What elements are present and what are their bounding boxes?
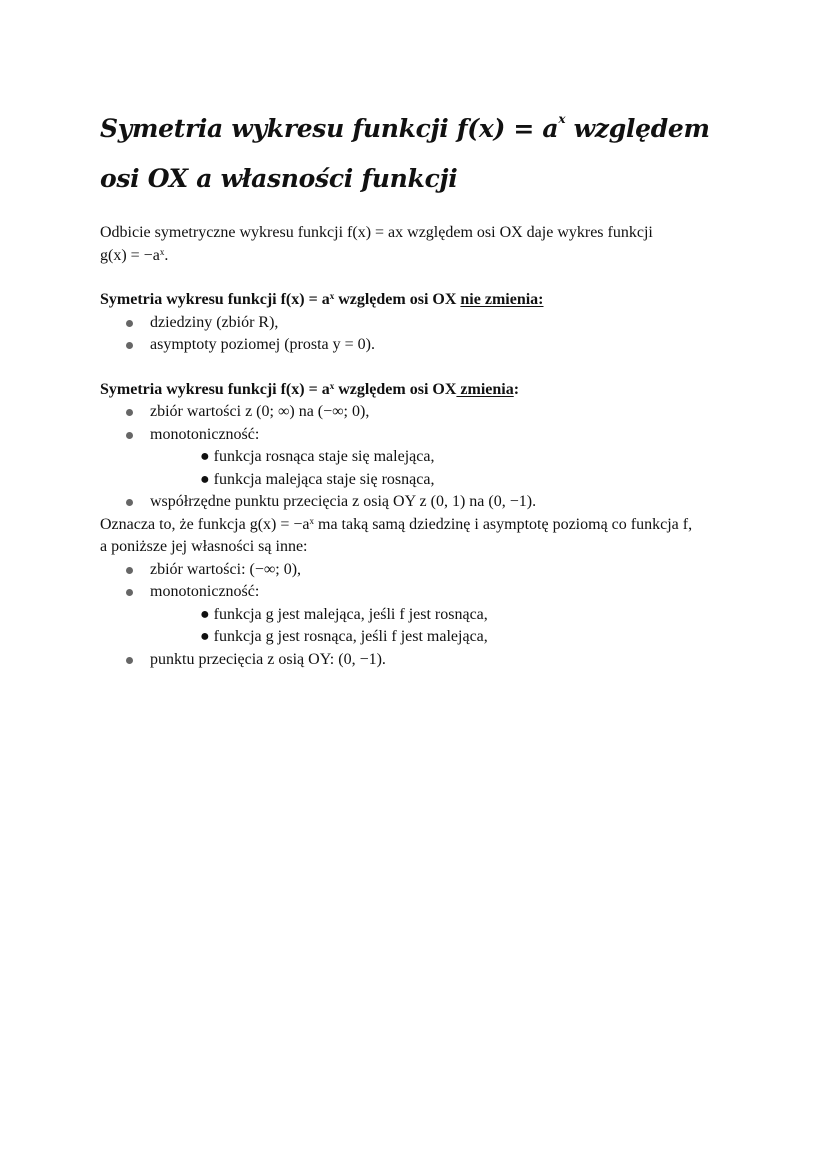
list-item bbox=[100, 649, 740, 672]
title-text-part1: Symetria wykresu funkcji f(x) = a bbox=[100, 114, 559, 143]
intro-paragraph bbox=[100, 222, 740, 267]
section1-heading-underlined: nie zmienia: bbox=[460, 291, 544, 308]
sublist-item: ● funkcja g jest malejąca, jeśli f jest rosnąca, bbox=[200, 605, 488, 623]
sublist-item: ● funkcja g jest rosnąca, jeśli f jest malejąca, bbox=[200, 628, 488, 645]
bullet-icon bbox=[126, 499, 133, 506]
bullet-icon bbox=[126, 657, 133, 664]
bullet-icon bbox=[126, 589, 133, 596]
page-title bbox=[100, 104, 740, 204]
bullet-icon bbox=[126, 567, 133, 574]
list-item-text: monotoniczność: bbox=[150, 425, 260, 443]
section2-heading-post: : bbox=[513, 380, 520, 398]
section1-heading-superscript: x bbox=[329, 291, 335, 301]
list-item bbox=[100, 334, 740, 357]
section2-heading-mid: względem osi OX bbox=[334, 380, 457, 398]
section2-heading-underlined: zmienia bbox=[456, 380, 514, 398]
bullet-icon bbox=[126, 432, 133, 439]
conclusion-list bbox=[100, 559, 740, 672]
sublist-item: ● funkcja malejąca staje się rosnąca, bbox=[200, 470, 435, 488]
title-superscript: x bbox=[558, 112, 566, 126]
list-item bbox=[100, 312, 740, 335]
section1-heading-mid: względem osi OX bbox=[334, 291, 461, 308]
conclusion-paragraph bbox=[100, 514, 740, 559]
list-item bbox=[100, 559, 740, 582]
list-item bbox=[100, 401, 740, 424]
section2-list bbox=[100, 401, 740, 514]
title-text-part2: względem osi OX a własności funkcji bbox=[100, 114, 710, 193]
section2-heading-pre: Symetria wykresu funkcji f(x) = a bbox=[100, 380, 330, 398]
list-item-text: zbiór wartości: (−∞; 0), bbox=[150, 560, 302, 578]
conclusion-line-1-pre: Oznacza to, że funkcja g(x) = −a bbox=[100, 515, 310, 533]
bullet-icon bbox=[126, 409, 133, 416]
list-item bbox=[100, 491, 740, 514]
conclusion-line-1-post: ma taką samą dziedzinę i asymptotę poziomą co funkcja f, bbox=[314, 515, 693, 533]
conclusion-superscript: x bbox=[309, 515, 314, 526]
list-item-text: współrzędne punktu przecięcia z osią OY z (0, 1) na (0, −1). bbox=[150, 493, 537, 510]
section2-heading-superscript: x bbox=[329, 380, 335, 391]
document-body bbox=[100, 222, 740, 671]
sublist-item: ● funkcja rosnąca staje się malejąca, bbox=[200, 448, 435, 465]
bullet-icon bbox=[126, 320, 133, 327]
intro-line-1: Odbicie symetryczne wykresu funkcji f(x) = ax względem osi OX daje wykres funkcji bbox=[100, 224, 653, 241]
intro-line-2-post: . bbox=[164, 246, 169, 264]
list-item-text: dziedziny (zbiór R), bbox=[150, 313, 279, 331]
section2-sublist bbox=[150, 446, 740, 491]
conclusion-sublist bbox=[150, 604, 740, 649]
list-item bbox=[100, 581, 740, 649]
conclusion-line-2: a poniższe jej własności są inne: bbox=[100, 538, 308, 555]
list-item-text: zbiór wartości z (0; ∞) na (−∞; 0), bbox=[150, 403, 370, 420]
section1-heading-pre: Symetria wykresu funkcji f(x) = a bbox=[100, 291, 330, 308]
list-item-text: asymptoty poziomej (prosta y = 0). bbox=[150, 336, 375, 353]
list-item-text: monotoniczność: bbox=[150, 583, 260, 600]
section2-heading bbox=[100, 379, 740, 402]
intro-line-2-pre: g(x) = −a bbox=[100, 246, 160, 264]
list-item bbox=[100, 424, 740, 492]
section1-list bbox=[100, 312, 740, 357]
list-item-text: punktu przecięcia z osią OY: (0, −1). bbox=[150, 650, 386, 668]
section1-heading bbox=[100, 289, 740, 312]
bullet-icon bbox=[126, 342, 133, 349]
intro-superscript: x bbox=[159, 246, 165, 257]
